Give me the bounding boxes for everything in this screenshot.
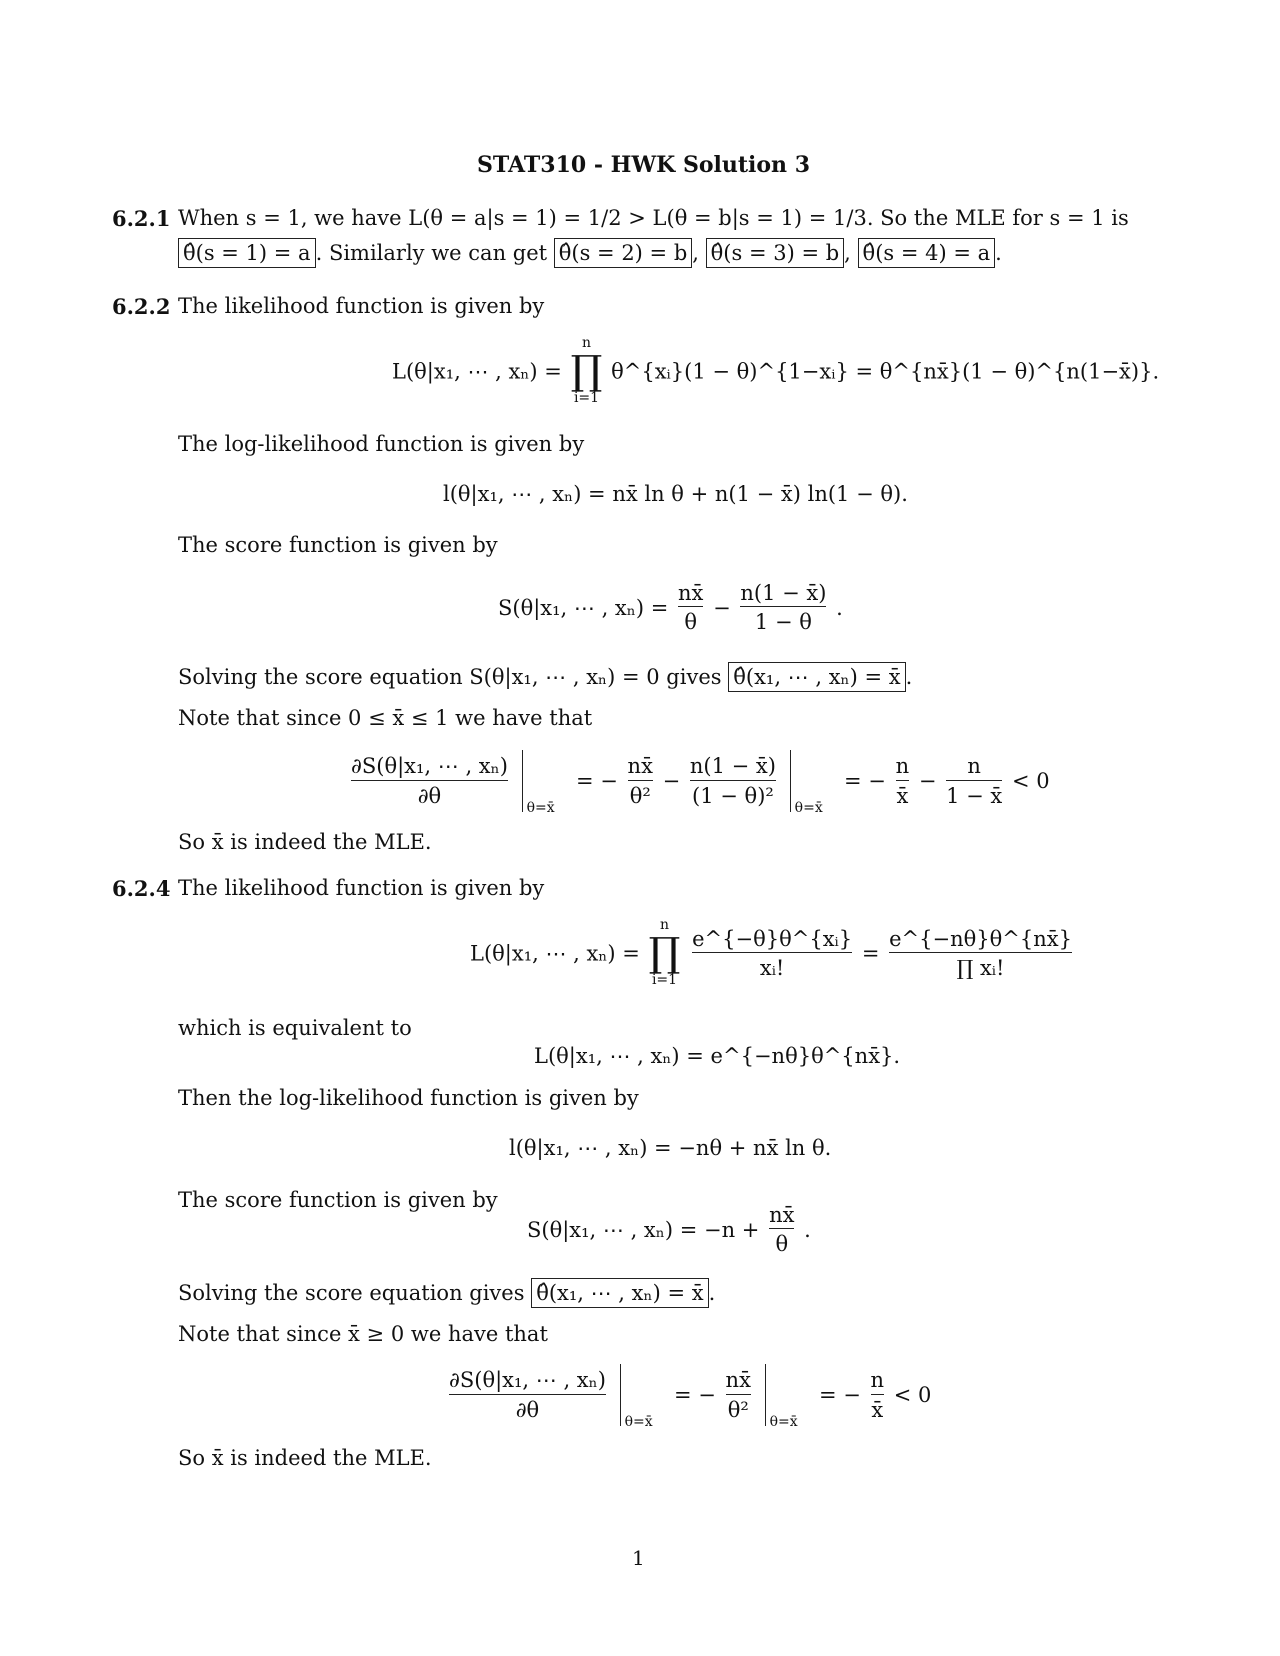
eval-subscript: θ=x̄: [526, 800, 555, 816]
denominator: ∏ xᵢ!: [889, 952, 1072, 981]
numerator: n(1 − x̄): [740, 581, 827, 605]
p624-conclusion: So x̄ is indeed the MLE.: [178, 1446, 432, 1470]
p621-line1: When s = 1, we have L(θ = a|s = 1) = 1/2 > L(θ = b|s = 1) = 1/3. So the MLE for s = 1 is: [178, 206, 1129, 230]
eq-lhs: S(θ|x₁, ⋯ , xₙ) =: [498, 595, 669, 620]
operator: = −: [844, 769, 886, 793]
p622-solve-line: [178, 662, 912, 692]
fraction: [726, 1367, 751, 1423]
product-symbol-icon: ∏: [648, 930, 681, 977]
prod-lower: i=1: [573, 390, 600, 407]
eq-rhs: θ^{xᵢ}(1 − θ)^{1−xᵢ} = θ^{nx̄}(1 − θ)^{n(1−x̄)}.: [611, 359, 1160, 384]
prod-upper: n: [581, 335, 592, 351]
p624-score-intro: The score function is given by: [178, 1188, 498, 1212]
derivative-fraction: [449, 1367, 606, 1423]
page-number: 1: [632, 1546, 645, 1570]
denominator: ∂θ: [449, 1394, 606, 1423]
problem-number-6-2-2: 6.2.2: [112, 294, 171, 319]
p622-conclusion: So x̄ is indeed the MLE.: [178, 830, 432, 854]
p624-score-equation: [527, 1202, 811, 1258]
p624-derivative-equation: [446, 1364, 932, 1430]
p624-likelihood-simplified: L(θ|x₁, ⋯ , xₙ) = e^{−nθ}θ^{nx̄}.: [534, 1044, 901, 1068]
numerator: nx̄: [678, 581, 704, 605]
p621-mid-text: . Similarly we can get: [315, 241, 548, 265]
prod-lower: i=1: [651, 972, 678, 989]
problem-number-6-2-1: 6.2.1: [112, 206, 171, 231]
period: .: [708, 1281, 716, 1305]
numerator: nx̄: [725, 1368, 751, 1393]
operator: = −: [575, 769, 618, 793]
fraction: [889, 926, 1072, 982]
denominator: θ²: [726, 1394, 751, 1423]
eval-subscript: θ=x̄: [794, 800, 823, 816]
comma: ,: [844, 241, 851, 265]
p622-loglik-equation: l(θ|x₁, ⋯ , xₙ) = nx̄ ln θ + n(1 − x̄) ln(1 − θ).: [443, 482, 908, 506]
p622-likelihood-equation: [392, 336, 1159, 407]
period: .: [995, 241, 1002, 265]
p622-score-equation: [498, 580, 843, 636]
denominator: x̄: [871, 1394, 885, 1423]
answer-box-s2: θ̂(s = 2) = b: [554, 238, 693, 268]
operator: −: [713, 595, 731, 620]
operator: −: [662, 769, 681, 793]
problem-number-6-2-4: 6.2.4: [112, 876, 171, 901]
denominator: θ: [678, 606, 703, 635]
fraction: [896, 753, 910, 809]
denominator: θ²: [628, 780, 653, 809]
p624-loglik-equation: l(θ|x₁, ⋯ , xₙ) = −nθ + nx̄ ln θ.: [509, 1136, 832, 1160]
inequality: < 0: [1011, 769, 1050, 793]
numerator: e^{−nθ}θ^{nx̄}: [889, 926, 1072, 951]
fraction: [692, 926, 852, 982]
denominator: xᵢ!: [692, 952, 852, 981]
p622-score-intro: The score function is given by: [178, 533, 498, 557]
numerator: ∂S(θ|x₁, ⋯ , xₙ): [449, 1368, 606, 1393]
p622-derivative-equation: [348, 750, 1050, 816]
fraction: [690, 753, 776, 809]
denominator: x̄: [896, 780, 910, 809]
answer-box-mle: θ̂(x₁, ⋯ , xₙ) = x̄: [531, 1278, 708, 1308]
numerator: n: [967, 754, 981, 779]
product-operator: [571, 336, 603, 407]
p624-intro: The likelihood function is given by: [178, 876, 545, 900]
fraction: [740, 580, 826, 636]
evaluation-bar: [765, 1364, 798, 1430]
product-operator: [649, 918, 681, 989]
operator: −: [918, 769, 937, 793]
numerator: e^{−θ}θ^{xᵢ}: [692, 926, 853, 951]
eq-lhs: S(θ|x₁, ⋯ , xₙ) = −n +: [527, 1217, 760, 1242]
eval-subscript: θ=x̄: [769, 1414, 798, 1430]
inequality: < 0: [893, 1383, 932, 1407]
fraction: [769, 1202, 794, 1258]
product-symbol-icon: ∏: [570, 348, 603, 395]
period: .: [836, 595, 843, 620]
prod-upper: n: [659, 917, 670, 933]
eq-lhs: L(θ|x₁, ⋯ , xₙ) =: [392, 359, 562, 384]
p621-line2: [178, 238, 1002, 268]
p622-loglik-intro: The log-likelihood function is given by: [178, 432, 585, 456]
fraction: [871, 1367, 885, 1423]
p624-equivalent-text: which is equivalent to: [178, 1016, 412, 1040]
p624-loglik-intro: Then the log-likelihood function is given by: [178, 1086, 639, 1110]
answer-box-s1: θ̂(s = 1) = a: [178, 238, 316, 268]
numerator: n(1 − x̄): [689, 754, 776, 779]
numerator: nx̄: [769, 1203, 795, 1227]
operator: =: [861, 941, 880, 966]
p624-note: Note that since x̄ ≥ 0 we have that: [178, 1322, 548, 1346]
answer-box-s3: θ̂(s = 3) = b: [706, 238, 845, 268]
denominator: ∂θ: [351, 780, 508, 809]
evaluation-bar: [522, 750, 555, 816]
eq-lhs: L(θ|x₁, ⋯ , xₙ) =: [470, 941, 640, 966]
fraction: [946, 753, 1002, 809]
numerator: ∂S(θ|x₁, ⋯ , xₙ): [351, 754, 508, 779]
solve-text: Solving the score equation gives: [178, 1281, 525, 1305]
fraction: [678, 580, 703, 636]
operator: = −: [673, 1383, 716, 1407]
p622-intro: The likelihood function is given by: [178, 294, 545, 318]
numerator: nx̄: [627, 754, 653, 779]
operator: = −: [818, 1383, 861, 1407]
comma: ,: [692, 241, 699, 265]
numerator: n: [895, 754, 910, 779]
period: .: [804, 1217, 811, 1242]
denominator: 1 − θ: [740, 606, 826, 635]
p624-solve-line: [178, 1278, 715, 1308]
p624-likelihood-equation: [470, 918, 1075, 989]
page-title: STAT310 - HWK Solution 3: [477, 152, 811, 178]
period: .: [905, 665, 913, 689]
eval-subscript: θ=x̄: [624, 1414, 653, 1430]
evaluation-bar: [790, 750, 823, 816]
derivative-fraction: [351, 753, 508, 809]
p622-note: Note that since 0 ≤ x̄ ≤ 1 we have that: [178, 706, 593, 730]
denominator: (1 − θ)²: [690, 780, 776, 809]
denominator: θ: [769, 1228, 794, 1257]
denominator: 1 − x̄: [946, 780, 1002, 809]
answer-box-s4: θ̂(s = 4) = a: [858, 238, 996, 268]
answer-box-mle: θ̂(x₁, ⋯ , xₙ) = x̄: [728, 662, 905, 692]
solve-text: Solving the score equation S(θ|x₁, ⋯ , xₙ) = 0 gives: [178, 665, 722, 689]
evaluation-bar: [620, 1364, 653, 1430]
fraction: [628, 753, 653, 809]
numerator: n: [870, 1368, 885, 1393]
